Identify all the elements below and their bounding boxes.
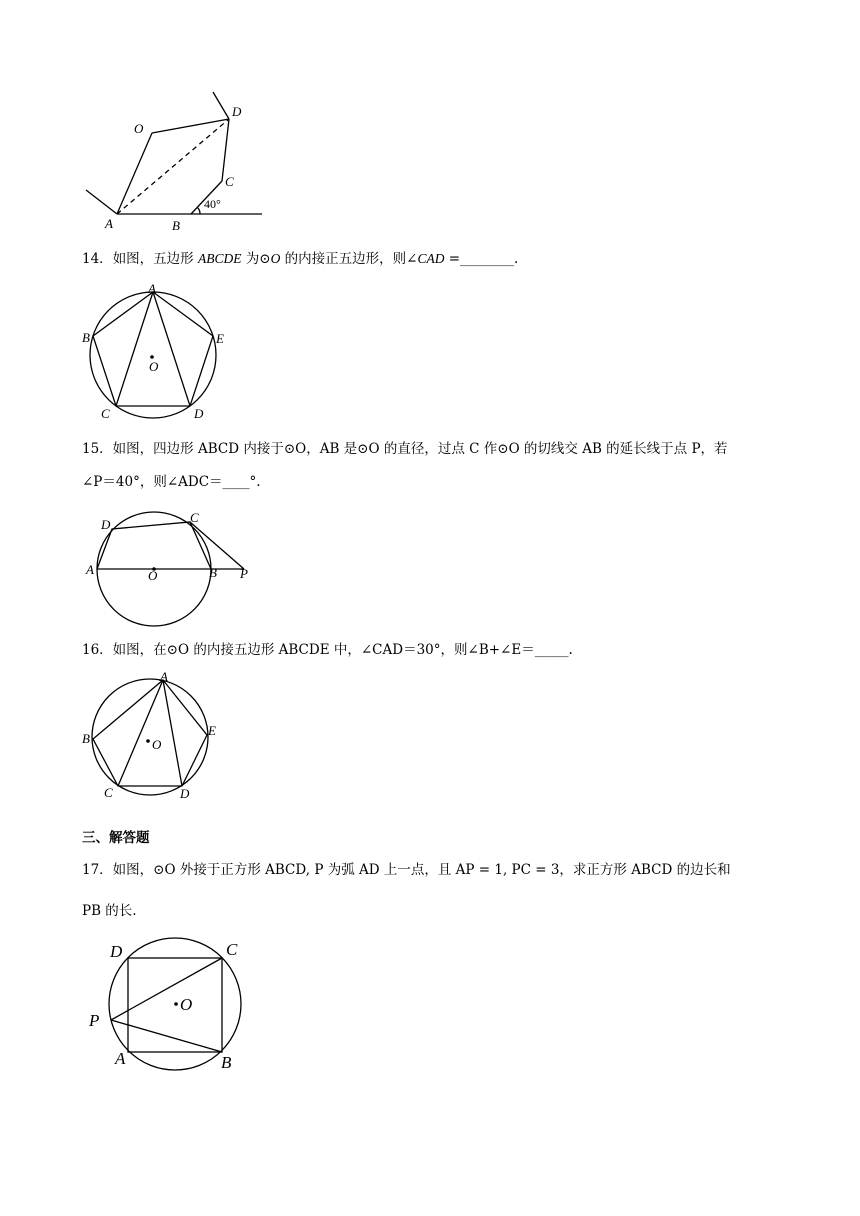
line-a-extension [86,190,117,214]
figure-14 [80,280,240,422]
figure-17 [84,935,260,1075]
label-c: C [225,174,234,189]
figure-15 [80,505,260,625]
figure-13-svg [80,85,260,235]
label-o: O [149,359,159,374]
center-dot [146,739,150,743]
label-c: C [104,785,113,800]
label-a: A [105,216,113,231]
question-14-pentagon: ABCDE [197,251,242,266]
line-ad [153,292,190,406]
line-dc [222,119,229,181]
label-o: O [152,737,162,752]
label-p: P [240,566,248,581]
figure-15-svg [80,505,260,625]
label-b: B [82,731,90,746]
pentagon-abcde [93,292,213,406]
label-c: C [190,510,199,525]
label-b: B [172,218,180,233]
circumcircle [92,679,208,795]
question-14-text-1: 如图，五边形 [112,251,198,267]
label-a: A [148,281,156,296]
question-14-blank: =________. [444,251,519,267]
center-dot [174,1002,178,1006]
question-14-text-2: 为⊙ [241,251,271,267]
label-b: B [221,1053,232,1072]
figure-16-svg [80,668,240,804]
figure-17-svg [84,935,260,1075]
line-d-extension [213,92,229,119]
label-b: B [209,565,217,580]
label-a: A [115,1049,126,1068]
line-ao [117,133,152,214]
label-c: C [226,940,238,959]
question-14-circle: O [270,251,281,266]
circumcircle [90,292,216,418]
tangent-cp [190,522,244,569]
label-d: D [110,942,123,961]
question-17-line-2: PB 的长. [82,903,137,919]
question-14-angle: CAD [417,251,445,266]
label-d: D [180,786,190,801]
line-ac [118,680,163,786]
label-o: O [180,995,193,1014]
question-14-text-3: 的内接正五边形，则∠ [280,251,418,267]
label-e: E [216,331,224,346]
label-c: C [101,406,110,421]
angle-arc [197,207,200,214]
question-17-line-1: 17．如图，⊙O 外接于正方形 ABCD, P 为弧 AD 上一点，且 AP = 1, PC = 3，求正方形 ABCD 的边长和 [82,862,731,878]
question-14 [82,249,782,269]
label-d: D [232,104,242,119]
section-3-heading: 三、解答题 [82,830,150,846]
label-b: B [82,330,90,345]
label-a: A [160,669,168,684]
label-p: P [89,1011,100,1030]
line-ad [163,680,182,786]
label-o: O [134,121,144,136]
line-ac [116,292,153,406]
question-16: 16．如图，在⊙O 的内接五边形 ABCDE 中，∠CAD＝30°，则∠B+∠E＝_____. [82,642,573,658]
label-a: A [86,562,94,577]
line-od [152,119,229,133]
figure-13 [80,85,260,235]
label-e: E [208,723,216,738]
figure-16 [80,668,240,804]
angle-label: 40° [204,197,221,211]
label-d: D [101,517,111,532]
question-15-line-2: ∠P＝40°，则∠ADC＝____°. [82,474,261,490]
question-14-number: 14． [82,251,113,267]
label-o: O [148,568,158,583]
pentagon-abcde [93,680,207,786]
label-d: D [194,406,204,421]
figure-14-svg [80,280,240,422]
question-15-line-1: 15．如图，四边形 ABCD 内接于⊙O，AB 是⊙O 的直径，过点 C 作⊙O 的切线交 AB 的延长线于点 P，若 [82,441,728,457]
